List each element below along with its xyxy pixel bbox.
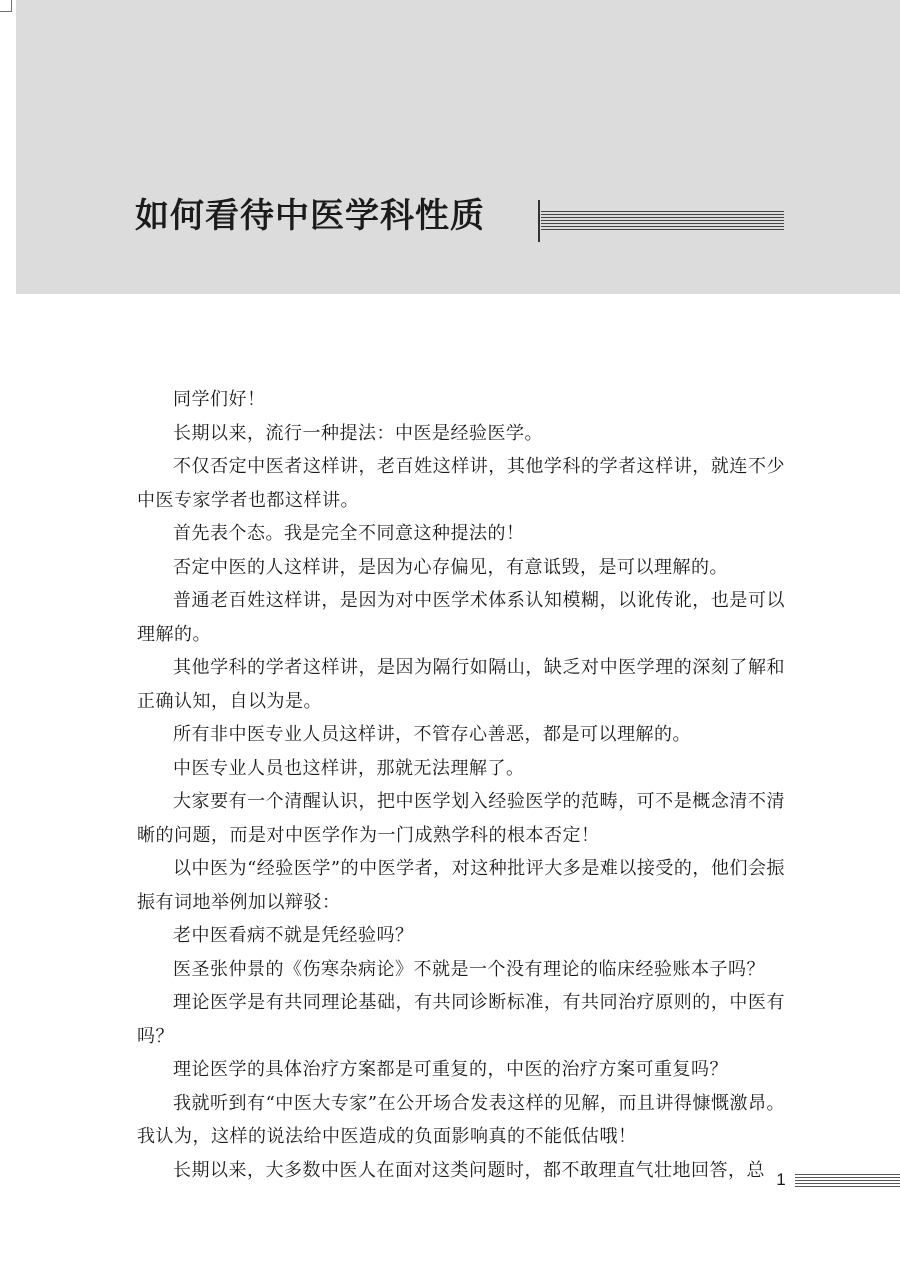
paragraph: 医圣张仲景的《伤寒杂病论》不就是一个没有理论的临床经验账本子吗？ <box>173 958 765 980</box>
paragraph: 同学们好！ <box>173 389 266 410</box>
paragraph: 理论医学是有共同理论基础，有共同诊断标准，有共同治疗原则的，中医有吗？ <box>137 992 785 1047</box>
paragraph: 长期以来，流行一种提法：中医是经验医学。 <box>173 422 543 444</box>
paragraph: 大家要有一个清醒认识，把中医学划入经验医学的范畴，可不是概念清不清晰的问题，而是对中医学作为一门成熟学科的根本否定！ <box>137 791 785 846</box>
chapter-title: 如何看待中医学科性质 <box>135 196 485 236</box>
paragraph: 不仅否定中医者这样讲，老百姓这样讲，其他学科的学者这样讲，就连不少中医专家学者也都这样讲。 <box>137 456 785 511</box>
paragraph: 否定中医的人这样讲，是因为心存偏见，有意诋毁，是可以理解的。 <box>173 556 728 578</box>
paragraph: 所有非中医专业人员这样讲，不管存心善恶，都是可以理解的。 <box>173 724 691 745</box>
body-text <box>137 383 785 1187</box>
paragraph: 首先表个态。我是完全不同意这种提法的！ <box>173 523 525 544</box>
paragraph: 中医专业人员也这样讲，那就无法理解了。 <box>173 757 525 779</box>
footer-rule-lines <box>795 1174 900 1187</box>
paragraph: 以中医为“经验医学”的中医学者，对这种批评大多是难以接受的，他们会振振有词地举例加以辩驳： <box>137 858 785 913</box>
paragraph: 长期以来，大多数中医人在面对这类问题时，都不敢理直气壮地回答，总 <box>173 1159 765 1181</box>
page-number: 1 <box>776 1170 786 1189</box>
title-rule-lines <box>541 211 784 230</box>
paragraph: 理论医学的具体治疗方案都是可重复的，中医的治疗方案可重复吗？ <box>173 1059 728 1080</box>
chapter-header-band <box>16 0 900 294</box>
paragraph: 老中医看病不就是凭经验吗？ <box>173 925 414 946</box>
title-rule-divider <box>538 200 540 242</box>
paragraph: 其他学科的学者这样讲，是因为隔行如隔山，缺乏对中医学理的深刻了解和正确认知，自以为是。 <box>137 657 785 712</box>
crop-mark-top-left <box>0 0 12 12</box>
paragraph: 我就听到有“中医大专家”在公开场合发表这样的见解，而且讲得慷慨激昂。我认为，这样的说法给中医造成的负面影响真的不能低估哦！ <box>137 1092 785 1147</box>
paragraph: 普通老百姓这样讲，是因为对中医学术体系认知模糊，以讹传讹，也是可以理解的。 <box>137 590 785 645</box>
